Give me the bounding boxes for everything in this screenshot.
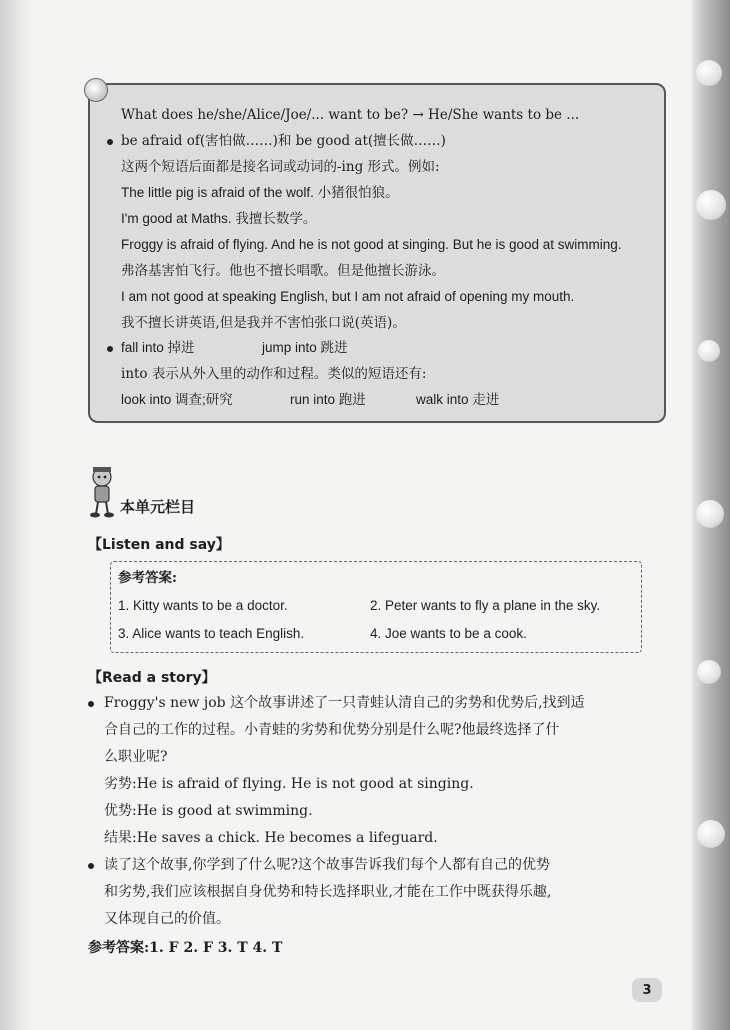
- note-example: I am not good at speaking English, but I am not afraid of opening my mouth.: [121, 289, 575, 304]
- decor-dot: [697, 660, 721, 684]
- decor-dot: [696, 500, 724, 528]
- note-ing-form: 这两个短语后面都是接名词或动词的-ing 形式。例如:: [121, 159, 440, 175]
- lesson-paragraph-line: 读了这个故事,你学到了什么呢?这个故事告诉我们每个人都有自己的优势: [104, 857, 550, 873]
- lesson-paragraph-line: 和劣势,我们应该根据自身优势和特长选择职业,才能在工作中既获得乐趣,: [104, 884, 552, 900]
- read-a-story-heading: 【Read a story】: [88, 670, 216, 686]
- page-number: 3: [632, 978, 662, 1002]
- bullet-icon: [88, 863, 94, 869]
- answer-box-title: 参考答案:: [118, 570, 177, 586]
- answer-item: 3. Alice wants to teach English.: [118, 626, 305, 641]
- reference-answers: 参考答案:1. F 2. F 3. T 4. T: [88, 940, 283, 956]
- mascot-icon: [88, 466, 116, 518]
- note-afraid-good: be afraid of(害怕做……)和 be good at(擅长做……): [121, 133, 446, 149]
- decor-dot: [696, 60, 722, 86]
- note-example: The little pig is afraid of the wolf. 小猪很怕狼。: [121, 185, 399, 200]
- note-phrase: run into 跑进: [290, 392, 366, 407]
- result-line: 结果:He saves a chick. He becomes a lifeguard.: [104, 830, 438, 846]
- note-phrase: walk into 走进: [416, 392, 500, 407]
- bullet-icon: [107, 346, 113, 352]
- decor-dot: [697, 820, 725, 848]
- bullet-icon: [107, 139, 113, 145]
- note-jump-into: jump into 跳进: [262, 340, 348, 355]
- answer-item: 2. Peter wants to fly a plane in the sky.: [370, 598, 601, 613]
- story-paragraph-line: 么职业呢?: [104, 749, 168, 765]
- page-spine-shadow: [0, 0, 34, 1030]
- lesson-paragraph-line: 又体现自己的价值。: [104, 911, 230, 927]
- story-paragraph-line: Froggy's new job 这个故事讲述了一只青蛙认清自己的劣势和优势后,找到适: [104, 695, 585, 711]
- note-phrase: look into 调查;研究: [121, 392, 233, 407]
- answer-item: 1. Kitty wants to be a doctor.: [118, 598, 288, 613]
- note-question-pattern: What does he/she/Alice/Joe/... want to be? → He/She wants to be ...: [121, 107, 580, 123]
- bullet-icon: [88, 701, 94, 707]
- section-title: 本单元栏目: [120, 498, 196, 516]
- note-into-desc: into 表示从外入里的动作和过程。类似的短语还有:: [121, 366, 427, 382]
- weakness-line: 劣势:He is afraid of flying. He is not good at singing.: [104, 776, 474, 792]
- pin-icon: [84, 78, 108, 102]
- note-fall-into: fall into 掉进: [121, 340, 195, 355]
- note-example-translation: 我不擅长讲英语,但是我并不害怕张口说(英语)。: [121, 315, 406, 331]
- strength-line: 优势:He is good at swimming.: [104, 803, 313, 819]
- note-example: I'm good at Maths. 我擅长数学。: [121, 211, 317, 226]
- answer-item: 4. Joe wants to be a cook.: [370, 626, 527, 641]
- story-paragraph-line: 合自己的工作的过程。小青蛙的劣势和优势分别是什么呢?他最终选择了什: [104, 722, 560, 738]
- note-example-translation: 弗洛基害怕飞行。他也不擅长唱歌。但是他擅长游泳。: [121, 263, 445, 279]
- note-example: Froggy is afraid of flying. And he is not good at singing. But he is good at swimming.: [121, 237, 622, 252]
- decor-dot: [698, 340, 720, 362]
- decor-dot: [696, 190, 726, 220]
- listen-and-say-heading: 【Listen and say】: [88, 537, 230, 553]
